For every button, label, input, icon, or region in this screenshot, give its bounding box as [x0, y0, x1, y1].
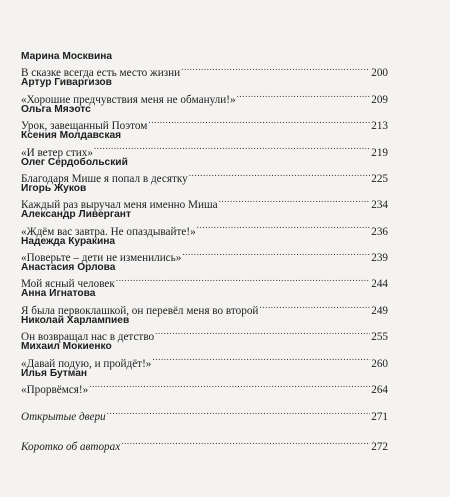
toc-title: Я была первоклашкой, он перевёл меня во второй: [21, 304, 259, 317]
dot-leader: [181, 63, 370, 76]
toc-title: Урок, завещанный Поэтом: [21, 120, 148, 133]
toc-title: Коротко об авторах: [21, 441, 121, 454]
toc-title: «Давай подую, и пройдёт!»: [21, 357, 152, 370]
author-name: Анастасия Орлова: [21, 262, 116, 273]
toc-line[interactable]: [21, 195, 388, 212]
toc-entry: [21, 287, 388, 317]
page-number: 255: [371, 331, 388, 344]
toc-line[interactable]: [21, 116, 388, 133]
table-of-contents: [21, 50, 388, 454]
toc-entry: [21, 340, 388, 370]
dot-leader: [152, 353, 370, 366]
toc-line[interactable]: [21, 221, 388, 238]
author-name: Игорь Жуков: [21, 182, 87, 194]
dot-leader: [121, 437, 370, 450]
author-name: Илья Бутман: [21, 367, 88, 379]
author-name: Надежда Куракина: [21, 235, 116, 247]
toc-line[interactable]: [21, 437, 388, 454]
toc-line[interactable]: [21, 142, 388, 159]
toc-entry: [21, 50, 388, 80]
toc-line[interactable]: [21, 301, 388, 317]
page-number: 239: [371, 252, 388, 264]
toc-title: «Поверьте – дети не изменились»: [21, 252, 182, 264]
toc-title: Он возвращал нас в детство: [21, 331, 155, 344]
toc-line[interactable]: [21, 169, 388, 185]
toc-title: Открытые двери: [21, 411, 106, 424]
page-number: 234: [371, 199, 388, 212]
page-number: 260: [371, 357, 388, 370]
toc-entry: [21, 129, 388, 159]
author-name: Михаил Мокиенко: [21, 341, 112, 353]
toc-entry: [21, 261, 388, 291]
toc-line[interactable]: [21, 274, 388, 291]
toc-line[interactable]: [21, 327, 388, 344]
author-name: Марина Москвина: [21, 51, 113, 62]
author-name: Ольга Мяэотс: [21, 103, 91, 115]
toc-title: «Прорвёмся!»: [21, 383, 89, 396]
dot-leader: [116, 274, 370, 287]
toc-line[interactable]: [21, 353, 388, 370]
toc-title: В сказке всегда есть место жизни: [21, 67, 181, 80]
dot-leader: [259, 301, 370, 314]
dot-leader: [197, 221, 371, 234]
page-number: 249: [371, 304, 388, 317]
dot-leader: [237, 90, 371, 103]
dot-leader: [89, 380, 370, 393]
toc-title: Мой ясный человек: [21, 278, 115, 291]
toc-entry: [21, 367, 388, 396]
dot-leader: [148, 116, 370, 129]
author-name: Александр Ливергант: [21, 209, 131, 221]
dot-leader: [94, 142, 370, 155]
page-number: 264: [371, 383, 388, 396]
toc-title: Каждый раз выручал меня именно Миша: [21, 199, 218, 212]
dot-leader: [219, 195, 371, 208]
author-name: Анна Игнатова: [21, 288, 96, 300]
toc-title: «Ждём вас завтра. Не опаздывайте!»: [21, 225, 196, 238]
toc-line[interactable]: [21, 248, 388, 264]
author-name: Ксения Молдавская: [21, 130, 122, 142]
toc-title: «Хорошие предчувствия меня не обманули!»: [21, 93, 236, 106]
page-number: 209: [371, 93, 388, 106]
dot-leader: [189, 169, 370, 182]
toc-entry: [21, 156, 388, 185]
page-number: 272: [371, 441, 388, 454]
toc-title: Благодаря Мише я попал в десятку: [21, 172, 188, 185]
page-number: 200: [371, 67, 388, 80]
page-number: 219: [371, 146, 388, 159]
dot-leader: [182, 248, 370, 261]
page-number: 225: [371, 172, 388, 185]
toc-section-entry: [21, 437, 388, 454]
toc-extras: [21, 407, 388, 454]
toc-entry: [21, 76, 388, 106]
author-name: Олег Сердобольский: [21, 156, 128, 168]
page-number: 271: [371, 411, 388, 424]
toc-entries: [21, 50, 388, 396]
dot-leader: [155, 327, 370, 340]
dot-leader: [107, 407, 371, 420]
toc-title: «И ветер стих»: [21, 146, 93, 159]
page-number: 236: [371, 225, 388, 238]
toc-entry: [21, 235, 388, 264]
toc-section-entry: [21, 407, 388, 424]
toc-entry: [21, 182, 388, 212]
toc-line[interactable]: [21, 63, 388, 80]
author-name: Николай Харлампиев: [21, 314, 130, 326]
toc-line[interactable]: [21, 407, 388, 424]
toc-line[interactable]: [21, 380, 388, 396]
author-name: Артур Гиваргизов: [21, 77, 112, 89]
page-number: 213: [371, 120, 388, 133]
toc-line[interactable]: [21, 90, 388, 106]
page-number: 244: [371, 278, 388, 291]
